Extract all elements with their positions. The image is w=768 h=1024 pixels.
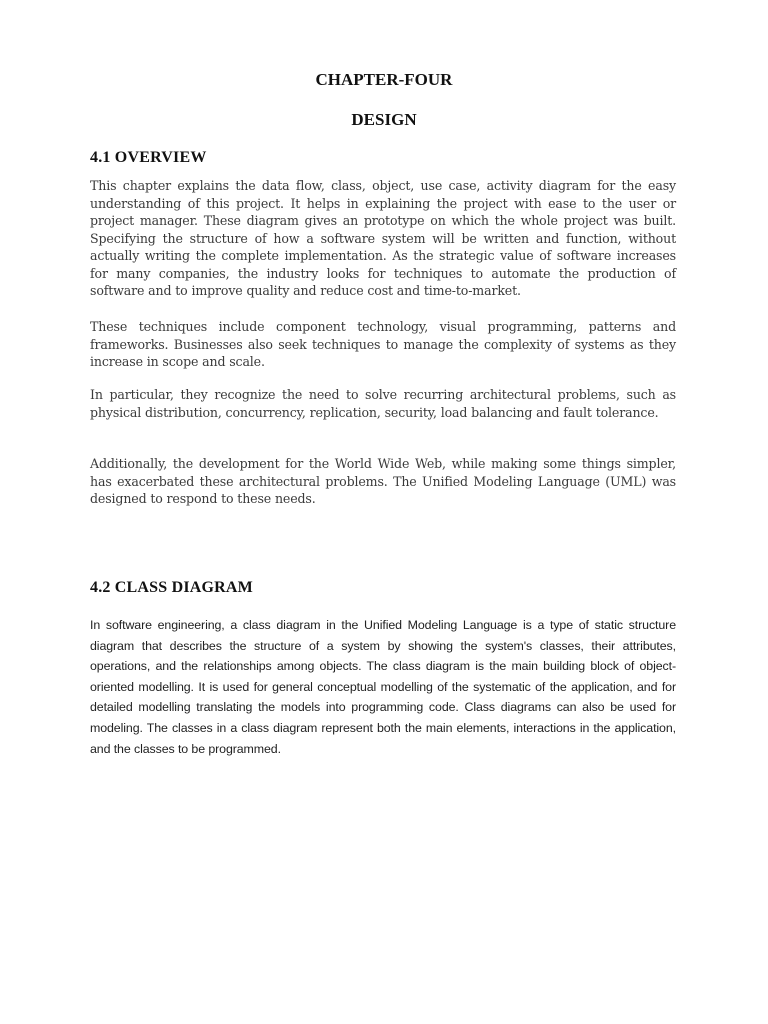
chapter-title: CHAPTER-FOUR [315, 70, 453, 89]
overview-paragraph: This chapter explains the data flow, class, object, use case, activity diagram for the easy understanding of this project. It helps in explaining the project with ease to the user or project manager. These diagram gives an prototype on which the whole project was built. Specifying the structure of how a software system will be written and function, without actually writing the complete implementation. As the strategic value of software increases for many companies, the industry looks for techniques to automate the production of software and to improve quality and reduce cost and time-to-market. [90, 178, 676, 298]
design-title: DESIGN [351, 110, 417, 129]
overview-paragraph: These techniques include component technology, visual programming, patterns and frameworks. Businesses also seek techniques to manage the complexity of systems as they increase in scope and scale. [90, 319, 676, 369]
section-heading-overview: 4.1 OVERVIEW [90, 149, 207, 166]
overview-paragraph: In particular, they recognize the need to solve recurring architectural problems, such as physical distribution, concurrency, replication, security, load balancing and fault tolerance. [90, 387, 676, 420]
overview-paragraph: Additionally, the development for the World Wide Web, while making some things simpler, has exacerbated these architectural problems. The Unified Modeling Language (UML) was designed to respond to these needs. [90, 456, 676, 506]
section-heading-class-diagram: 4.2 CLASS DIAGRAM [90, 579, 253, 596]
class-diagram-paragraph: In software engineering, a class diagram in the Unified Modeling Language is a type of static structure diagram that describes the structure of a system by showing the system's classes, their attributes, operations, and the relationships among objects. The class diagram is the main building block of object-oriented modelling. It is used for general conceptual modelling of the systematic of the application, and for detailed modelling translating the models into programming code. Class diagrams can also be used for modeling. The classes in a class diagram represent both the main elements, interactions in the application, and the classes to be programmed. [90, 618, 676, 756]
